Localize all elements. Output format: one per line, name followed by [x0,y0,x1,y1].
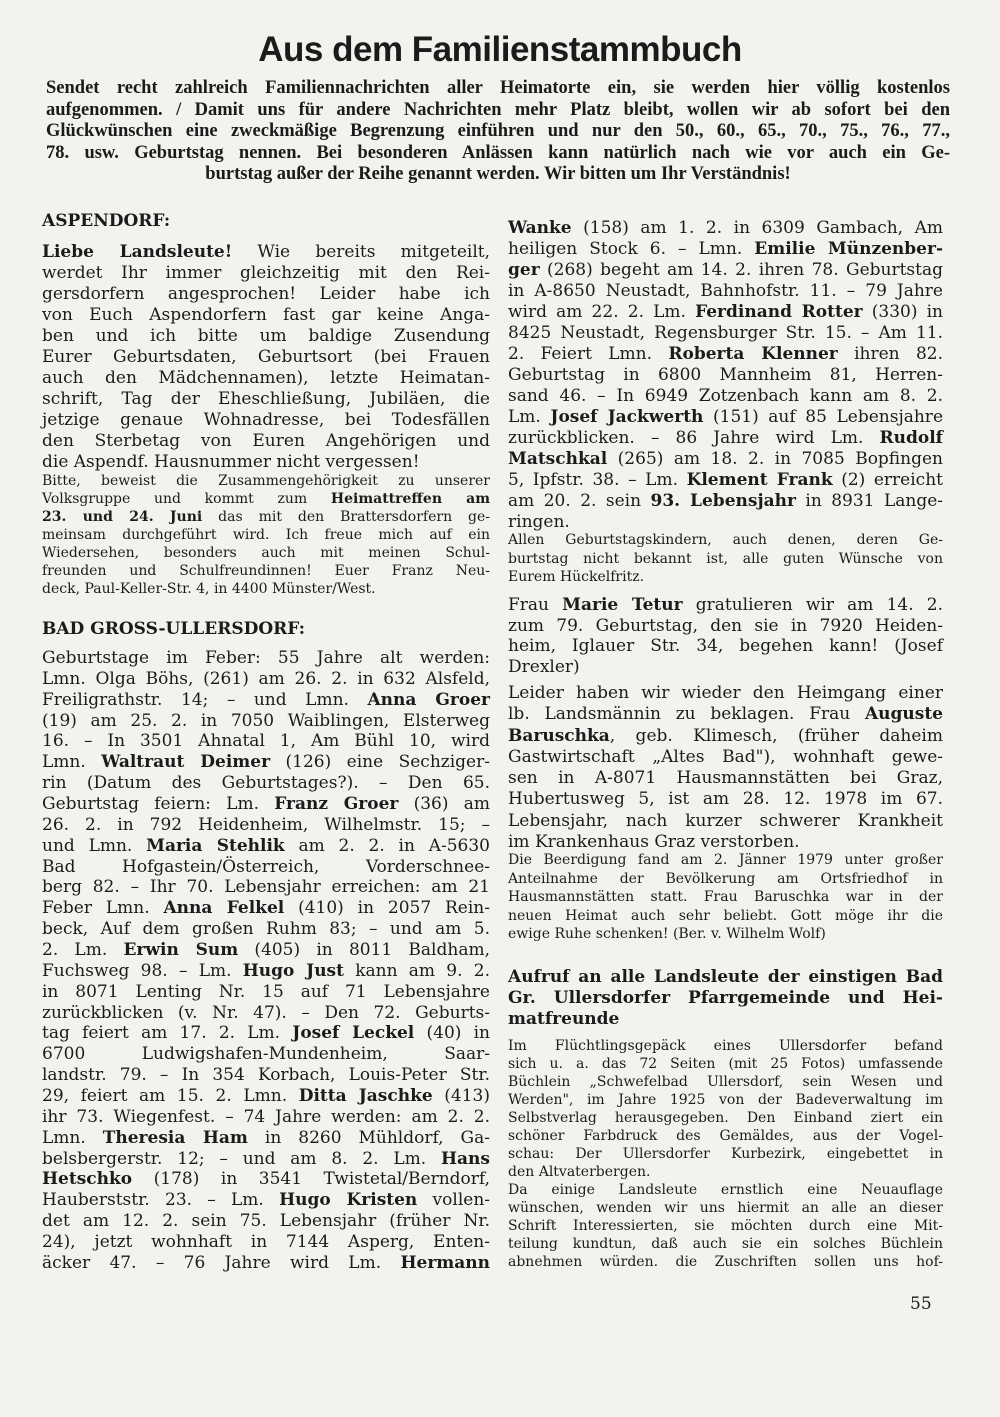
text-run: 2. Feiert Lmn. [508,344,669,364]
text-line [508,704,943,725]
bold-name: Rudolf [879,428,943,448]
text-line [42,326,490,347]
text-run: Wie bereits mitgeteilt, [232,242,490,262]
text-line [508,1199,943,1217]
bold-name: Liebe Landsleute! [42,242,233,262]
text-run: burtstag nicht bekannt ist, alle guten Wünsche von [508,550,943,567]
text-run: Feber Lmn. [42,898,164,919]
text-run: (40) in [414,1023,490,1044]
text-line [42,982,490,1003]
text-line [42,490,490,508]
bold-name: Hans [440,1148,490,1169]
text-run: sand 46. – In 6949 Zotzenbach kann am 8. 2. [508,386,943,406]
text-run: 8425 Neustadt, Regensburger Str. 15. – Am 11. [508,323,943,343]
text-run: teilung kundtun, daß auch sie ein solches Büchlein [508,1236,943,1252]
intro-notice [46,78,950,186]
text-run: 2. Lm. [42,940,124,961]
text-run: (151) auf 85 Lebensjahre [703,407,943,427]
text-run: Hauberststr. 23. – Lm. [42,1190,280,1211]
text-line [42,794,490,815]
text-line [508,1055,943,1073]
text-run: matfreunde [508,1009,620,1029]
text-line [46,164,950,186]
text-line [508,683,943,704]
text-line [508,218,943,239]
text-run: deck, Paul-Keller-Str. 4, in 4400 Münster/West. [42,581,376,597]
text-run: aufgenommen. / Damit uns für andere Nachrichten mehr Platz bleibt, wollen wir ab sofort bei den [46,99,950,120]
text-run: Anteilnahme der Bevölkerung am Ortsfriedhof in [508,870,943,887]
bold-name: Waltraut Deimer [101,752,271,773]
text-run: zurückblicken (v. Nr. 47). – Den 72. Geburts- [42,1002,490,1023]
text-line [42,648,490,669]
text-run: Wiedersehen, besonders auch mit meinen Schul- [42,545,490,561]
text-line [508,1217,943,1235]
text-line [42,669,490,690]
text-line [42,773,490,794]
text-run: werdet Ihr immer gleichzeitig mit den Rei- [42,263,490,283]
text-line [508,1091,943,1109]
text-run: das mit den Brattersdorfern ge- [202,509,491,525]
text-line [42,1003,490,1024]
text-run: sen in A-8071 Hausmannstätten bei Graz, [508,768,943,789]
text-line [42,508,490,526]
text-line [42,242,490,263]
text-run: 16. – In 3501 Ahnatal 1, Am Bühl 10, wird [42,731,490,752]
text-line [42,1023,490,1044]
text-run: Selbstverlag herausgegeben. Den Einband ziert ein [508,1110,943,1126]
text-line [508,365,943,386]
text-line [42,368,490,389]
text-run: (2) erreicht [832,470,943,490]
text-run: Fuchsweg 98. – Lm. [42,960,243,981]
text-run: im Krankenhaus Graz verstorben. [508,832,800,853]
text-run: wünschen, wenden wir uns hiermit an alle an dieser [508,1200,943,1216]
text-run: ringen. [508,512,570,532]
text-line [42,452,490,473]
funeral-paragraph [508,851,943,944]
text-line [42,711,490,732]
text-run: Leider haben wir wieder den Heimgang einer [508,683,943,703]
text-run: Büchlein „Schwefelbad Ullersdorf, sein Wesen und [508,1074,943,1090]
text-run: wird am 22. 2. Lm. [508,302,696,322]
text-run: gersdorfern angesprochen! Leider habe ich [42,284,490,304]
text-line [508,550,943,569]
text-run: die Aspendf. Hausnummer nicht vergessen! [42,452,420,472]
text-line [508,811,943,832]
text-line [42,898,490,919]
text-line [42,580,490,598]
text-line [42,347,490,368]
text-line [42,1169,490,1190]
text-run: (158) am 1. 2. in 6309 Gambach, Am [571,218,943,238]
bold-name: Anna Groer [367,689,490,710]
bold-name: Auguste [864,704,943,725]
text-line [508,888,943,907]
text-line [508,491,943,512]
text-line [42,1190,490,1211]
text-line [42,1211,490,1232]
text-run: am 2. 2. in A-5630 [284,835,491,856]
text-line [508,768,943,789]
text-line [508,1037,943,1055]
text-run: Sendet recht zahlreich Familiennachrichten aller Heimatorte ein, sie werden hier völlig kostenlos [46,78,950,98]
text-line [42,263,490,284]
bold-name: Emilie Münzenber- [754,239,944,259]
birthday-wishes [508,531,943,587]
text-run: 6700 Ludwigshafen-Mundenheim, Saar- [42,1044,490,1065]
text-run: Aufruf an alle Landsleute der einstigen Bad [508,967,943,987]
text-run: Gr. Ullersdorfer Pfarrgemeinde und Hei- [508,988,943,1008]
text-run: (410) in 2057 Rein- [284,898,490,919]
text-run: lb. Landsmännin zu beklagen. Frau [508,704,865,725]
text-run: heim, Iglauer Str. 34, begehen kann! (Josef [508,636,943,656]
text-line [508,323,943,344]
text-line [508,512,943,533]
text-run: Schrift Interessierten, sie möchten durch eine Mit- [508,1218,943,1234]
text-line [42,526,490,544]
bold-name: Maria Stehlik [146,835,285,856]
text-run: Gastwirtschaft „Altes Bad"), wohnhaft gewe- [508,746,943,767]
bold-name: ger [508,260,540,280]
bold-name: Josef Leckel [292,1023,415,1044]
text-line [508,428,943,449]
text-run: Frau [508,595,563,615]
text-line [508,302,943,323]
text-run: Werden", im Jahre 1925 von der Badeverwaltung im [508,1092,943,1108]
text-run: det am 12. 2. sein 75. Lebensjahr (früher Nr. [42,1211,490,1232]
text-run: kann am 9. 2. [343,960,490,981]
text-line [508,870,943,889]
text-line [46,143,950,165]
text-run: in 8931 Lange- [795,491,944,511]
text-line [508,1109,943,1127]
text-line [508,531,943,550]
text-run: landstr. 79. – In 354 Korbach, Louis-Peter Str. [42,1065,490,1086]
text-line [508,407,943,428]
text-line [42,836,490,857]
bold-name: 93. Lebensjahr [650,491,796,511]
text-line [508,657,943,678]
page-number: 55 [910,1294,932,1314]
text-line [508,344,943,365]
text-run: Im Flüchtlingsgepäck eines Ullersdorfer befand [508,1038,943,1054]
text-line [42,1253,490,1274]
text-run: Volksgruppe und kommt zum [42,491,331,507]
text-line [42,1044,490,1065]
text-run: 5, Ipfstr. 38. – Lm. [508,470,687,490]
text-run: 26. 2. in 792 Heidenheim, Wilhelmstr. 15; – [42,814,490,835]
text-run: in 8260 Mühldorf, Ga- [247,1127,490,1148]
text-line [42,1149,490,1170]
text-run: 29, feiert am 15. 2. Lmn. [42,1086,299,1107]
text-run: auch den Mädchennamen), letzte Heimatan- [42,368,490,388]
text-line [508,925,943,944]
text-line [508,789,943,810]
bold-name: Hugo Kristen [279,1190,418,1211]
text-line [508,260,943,281]
text-run: Geburtstage im Feber: 55 Jahre alt werden: [42,648,490,668]
text-run: heiligen Stock 6. – Lmn. [508,239,755,259]
text-run: 24), jetzt wohnhaft in 7144 Asperg, Enten- [42,1232,490,1253]
text-line [42,940,490,961]
text-run: jetzige genaue Wohnadresse, bei Todesfällen [42,410,490,430]
bold-name: Matschkal [508,449,608,469]
text-run: tag feiert am 17. 2. Lm. [42,1023,293,1044]
text-run: Lebensjahr, nach kurzer schwerer Krankheit [508,810,943,831]
text-run: burtstag außer der Reihe genannt werden. Wir bitten um Ihr Verständnis! [205,164,791,184]
bold-name: Hermann [400,1252,490,1273]
aspendorf-paragraph [42,242,490,473]
text-run: (178) in 3541 Twistetal/Berndorf, [132,1169,490,1190]
text-line [508,239,943,260]
text-line [42,284,490,305]
bold-name: Marie Tetur [562,595,683,615]
text-line [508,1073,943,1091]
bold-name: Anna Felkel [163,898,285,919]
text-line [46,100,950,122]
birthdays-continued [508,218,943,533]
page-title: Aus dem Familienstammbuch [258,30,742,69]
bold-name: Hugo Just [242,960,344,981]
text-run: rin (Datum des Geburtstages?). – Den 65. [42,773,490,794]
text-run: Eurer Geburtsdaten, Geburtsort (bei Frauen [42,347,490,367]
text-run: Da einige Landsleute ernstlich eine Neuauflage [508,1182,943,1198]
text-run: belsbergerstr. 12; – und am 8. 2. Lm. [42,1148,441,1169]
text-line [508,1235,943,1253]
bold-name: Theresia Ham [102,1127,248,1148]
bold-name: Erwin Sum [123,940,239,961]
text-run: Geburtstag feiern: Lm. [42,794,275,815]
text-line [42,1086,490,1107]
text-line [508,907,943,926]
text-line [42,961,490,982]
text-line [508,595,943,616]
text-run: (268) begeht am 14. 2. ihren 78. Geburtstag [539,260,943,280]
bold-name: Heimattreffen am [330,491,491,507]
text-line [508,726,943,747]
aspendorf-appeal [42,472,490,598]
text-run: den Sterbetag von Euren Angehörigen und [42,431,490,451]
text-line [508,1253,943,1271]
text-run: ewige Ruhe schenken! (Ber. v. Wilhelm Wolf) [508,926,826,942]
text-line [508,988,943,1009]
bold-name: Ditta Jaschke [298,1086,433,1107]
text-run: (36) am [398,794,490,815]
text-run: äcker 47. – 76 Jahre wird Lm. [42,1252,401,1273]
text-line [46,121,950,143]
appeal-heading [508,967,943,1030]
text-run: sich u. a. das 72 Seiten (mit 25 Fotos) umfassende [508,1056,943,1072]
text-run: Lmn. [42,752,102,773]
text-line [508,568,943,587]
text-line [42,919,490,940]
bold-name: Roberta Klenner [668,344,838,364]
text-run: von Euch Aspendorfern fast gar keine Anga- [42,305,490,325]
text-run: 78. usw. Geburtstag nennen. Bei besonderen Anlässen kann natürlich nach wie vor auch ein Ge- [46,142,950,163]
text-run: Lm. [508,407,551,427]
text-line [46,78,950,100]
text-run: meinsam durchgeführt wird. Ich freue mich auf ein [42,527,490,543]
text-run: beck, Auf dem großen Ruhm 83; – und am 5. [42,919,490,940]
text-run: Lmn. Olga Böhs, (261) am 26. 2. in 632 Alsfeld, [42,668,490,689]
text-line [42,389,490,410]
text-run: schöner Farbdruck des Gemäldes, aus der Vogel- [508,1128,943,1144]
text-line [508,1163,943,1181]
bold-name: Ferdinand Rotter [695,302,863,322]
text-run: schrift, Tag der Eheschließung, Jubiläen, die [42,389,490,409]
bold-name: Baruschka [508,725,610,746]
text-run: zum 79. Geburtstag, den sie in 7920 Heiden- [508,615,943,636]
text-line [508,1127,943,1145]
text-line [508,616,943,637]
text-line [508,636,943,657]
text-run: Eurem Hückelfritz. [508,569,645,585]
text-run: zurückblicken. – 86 Jahre wird Lm. [508,428,880,448]
text-run: freunden und Schulfreundinnen! Euer Franz Neu- [42,563,490,579]
text-line [42,1065,490,1086]
text-run: in 8071 Lenting Nr. 15 auf 71 Lebensjahre [42,981,490,1002]
text-run: Hubertusweg 5, ist am 28. 12. 1978 im 67. [508,789,943,810]
bold-name: Wanke [508,218,572,238]
bold-name: Josef Jackwerth [550,407,704,427]
text-run: Glückwünschen eine zweckmäßige Begrenzung einführen und nur den 50., 60., 65., 70., 75., 76., 77., [46,121,950,141]
text-line [42,562,490,580]
bold-name: Hetschko [42,1169,133,1190]
bold-name: Franz Groer [274,794,399,815]
text-run: Bitte, beweist die Zusammengehörigkeit zu unserer [42,473,490,489]
text-run: neuen Heimat auch sehr beliebt. Gott möge ihr die [508,907,943,924]
text-run: Die Beerdigung fand am 2. Jänner 1979 unter großer [508,852,943,868]
text-line [508,747,943,768]
text-run: am 20. 2. sein [508,491,651,511]
text-line [508,1009,943,1030]
obituary-paragraph [508,683,943,853]
section-heading-bad-gross-ullersdorf: BAD GROSS-ULLERSDORF: [42,619,306,639]
text-run: den Altvaterbergen. [508,1164,651,1180]
text-run: , geb. Klimesch, (früher daheim [609,725,943,746]
text-run: (413) [432,1086,490,1107]
text-run: (405) in 8011 Baldham, [238,940,490,961]
tetur-congratulation [508,595,943,677]
text-line [508,470,943,491]
text-run: berg 82. – Ihr 70. Lebensjahr erreichen: am 21 [42,877,490,898]
text-line [508,386,943,407]
text-line [42,305,490,326]
text-line [508,1181,943,1199]
text-run: (330) in [862,302,943,322]
text-run: (19) am 25. 2. in 7050 Waiblingen, Elsterweg [42,710,490,731]
text-line [42,690,490,711]
text-run: (265) am 18. 2. in 7085 Bopfingen [607,449,943,469]
text-run: abnehmen würden. die Zuschriften sollen uns hof- [508,1254,943,1270]
section-heading-aspendorf: ASPENDORF: [42,211,171,231]
text-line [42,731,490,752]
text-line [42,877,490,898]
text-line [508,281,943,302]
text-run: vollen- [417,1190,491,1211]
text-line [42,410,490,431]
text-line [42,752,490,773]
text-line [42,431,490,452]
text-run: Geburtstag in 6800 Mannheim 81, Herren- [508,365,943,385]
text-line [42,544,490,562]
text-run: Allen Geburtstagskindern, auch denen, deren Ge- [508,532,943,548]
text-run: Bad Hofgastein/Österreich, Vorderschnee- [42,856,490,877]
text-line [508,851,943,870]
text-line [42,1107,490,1128]
appeal-request [508,1181,943,1271]
text-line [42,857,490,878]
text-run: Drexler) [508,656,580,677]
text-run: gratulieren wir am 14. 2. [682,595,943,615]
text-line [42,815,490,836]
text-line [508,449,943,470]
bold-name: Klement Frank [686,470,833,490]
text-line [42,1232,490,1253]
bold-name: 23. und 24. Juni [42,509,203,525]
text-run: schau: Der Ullersdorfer Kurbezirk, eingebettet in [508,1146,943,1162]
text-line [508,1145,943,1163]
text-run: Hausmannstätten statt. Frau Baruschka war in der [508,889,943,905]
text-line [508,967,943,988]
text-line [42,472,490,490]
text-run: (126) eine Sechziger- [270,752,490,773]
text-run: ihren 82. [837,344,943,364]
text-run: in A-8650 Neustadt, Bahnhofstr. 11. – 79 Jahre [508,281,943,301]
appeal-paragraph [508,1037,943,1181]
birthdays-paragraph [42,648,490,1274]
text-run: ben und ich bitte um baldige Zusendung [42,326,490,346]
text-run: ihr 73. Wiegenfest. – 74 Jahre werden: am 2. 2. [42,1106,490,1127]
text-run: und Lmn. [42,835,147,856]
text-run: Freiligrathstr. 14; – und Lmn. [42,689,368,710]
text-line [42,1128,490,1149]
text-run: Lmn. [42,1127,103,1148]
